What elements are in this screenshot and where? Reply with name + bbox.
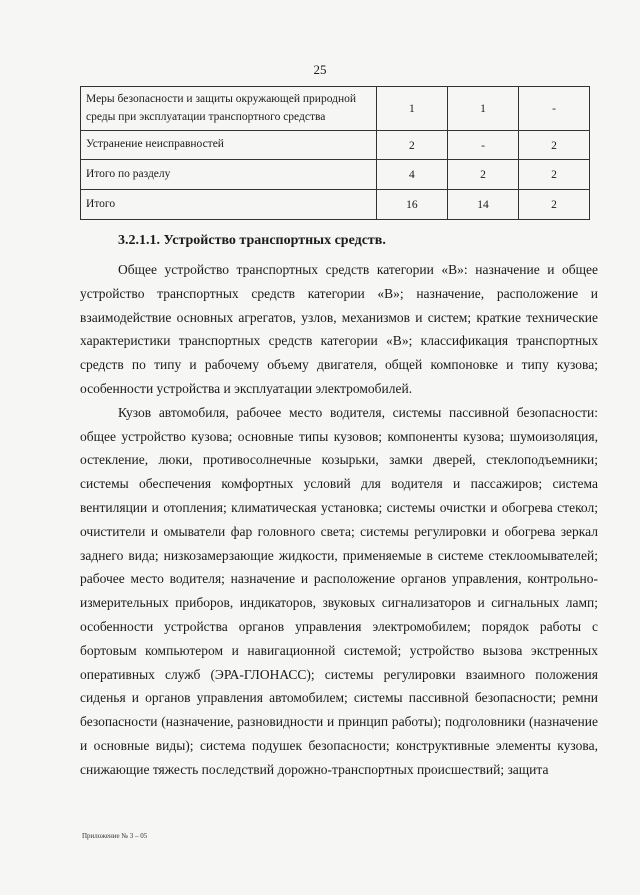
paragraph: Кузов автомобиля, рабочее место водителя, системы пассивной безопасности: общее устройство кузова; основные типы кузовов; компоненты кузова; шумоизоляция, остекление, люки, противосолнечные козырьки, замки дверей, стеклоподъемники; системы обеспечения комфортных условий для водителя и пассажиров; система вентиляции и отопления; климатическая установка; системы очистки и обогрева стекол; очистители и омыватели фар головного света; системы регулировки и обогрева зеркал заднего вида; низкозамерзающие жидкости, применяемые в системе стеклоомывателей; рабочее место водителя; назначение и расположение органов управления, контрольно-измерительных приборов, индикаторов, звуковых сигнализаторов и сигнальных ламп; особенности устройства органов управления электромобилем; порядок работы с бортовым компьютером и навигационной системой; устройство вызова экстренных оперативных служб (ЭРА-ГЛОНАСС); системы регулировки взаимного положения сиденья и органов управления автомобилем; системы пассивной безопасности; ремни безопасности (назначение, разновидности и принцип работы); подголовники (назначение и основные виды); система подушек безопасности; конструктивные элементы кузова, снижающие тяжесть последствий дорожно-транспортных происшествий; защита (80, 404, 598, 777)
body-text (80, 258, 598, 782)
table-cell-label: Меры безопасности и защиты окружающей природной среды при эксплуатации транспортного средства (81, 87, 377, 131)
table-cell-label: Устранение неисправностей (81, 131, 377, 160)
section-heading: 3.2.1.1. Устройство транспортных средств. (118, 233, 386, 248)
page-number: 25 (313, 62, 327, 77)
table-cell-practice: 2 (519, 131, 590, 160)
paragraph: Общее устройство транспортных средств категории «B»: назначение и общее устройство транспортных средств категории «B»; назначение, расположение и взаимодействие основных агрегатов, узлов, механизмов и систем; краткие технические характеристики транспортных средств категории «B»; классификация транспортных средств по типу и рабочему объему двигателя, общей компоновке и типу кузова; особенности устройства и эксплуатации электромобилей. (80, 262, 598, 396)
table-cell-theory: 2 (447, 160, 518, 190)
table-cell-practice: 2 (519, 160, 590, 190)
table-cell-practice: 2 (519, 190, 590, 220)
table-row (81, 131, 590, 160)
table-row (81, 190, 590, 220)
table-cell-total: 1 (376, 87, 447, 131)
table-cell-theory: 14 (447, 190, 518, 220)
hours-table (80, 86, 590, 220)
table-cell-practice: - (519, 87, 590, 131)
table-cell-total: 4 (376, 160, 447, 190)
table-cell-theory: 1 (447, 87, 518, 131)
table-cell-total: 2 (376, 131, 447, 160)
table-cell-label: Итого по разделу (81, 160, 377, 190)
table-cell-theory: - (447, 131, 518, 160)
table-row (81, 87, 590, 131)
table-cell-label: Итого (81, 190, 377, 220)
footer-note: Приложение № 3 – 05 (82, 832, 148, 840)
table-row (81, 160, 590, 190)
table-cell-total: 16 (376, 190, 447, 220)
